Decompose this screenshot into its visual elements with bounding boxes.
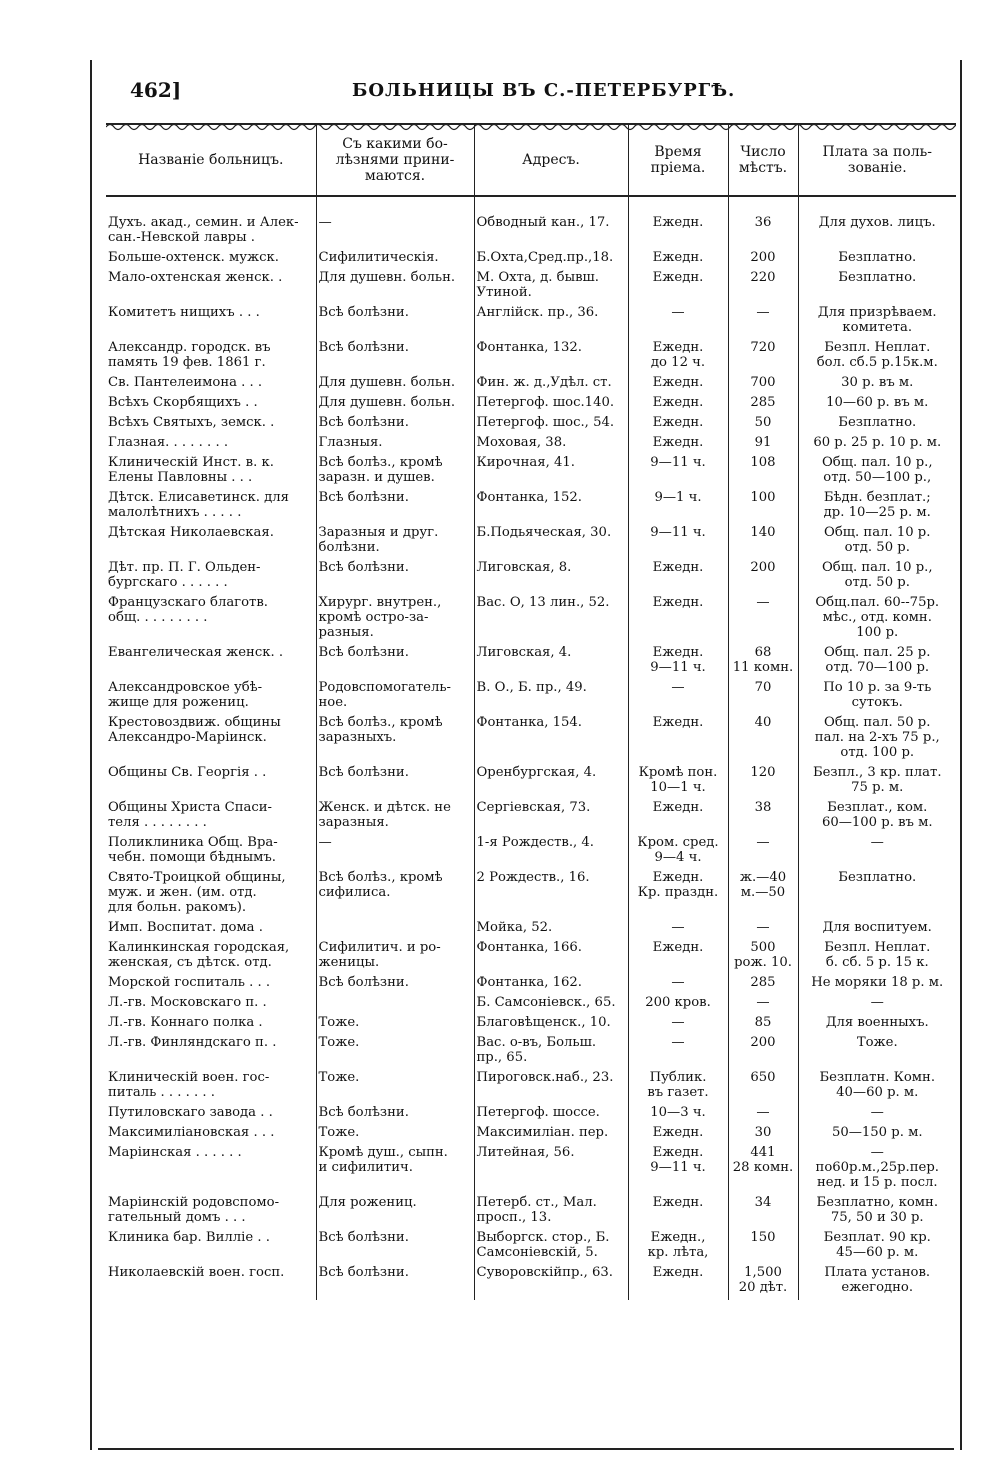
bed-count-cell: 150: [728, 1230, 798, 1265]
table-row: [106, 560, 956, 595]
address-cell: 1-я Рождеств., 4.: [474, 835, 628, 870]
diseases-cell: Женск. и дѣтск. не заразныя.: [316, 800, 474, 835]
reception-hours-cell: Ежедн.: [628, 435, 728, 455]
table-row: [106, 525, 956, 560]
table-row: [106, 1105, 956, 1125]
reception-hours-cell: Ежедн., кр. лѣта,: [628, 1230, 728, 1265]
reception-hours-cell: Ежедн.: [628, 270, 728, 305]
table-row: [106, 395, 956, 415]
diseases-cell: Для душевн. больн.: [316, 270, 474, 305]
hospital-name-cell: Калинкинская городская, женская, съ дѣтск. отд.: [108, 940, 290, 970]
reception-hours-cell: Ежедн. 9—11 ч.: [628, 1145, 728, 1195]
bed-count-cell: 285: [728, 395, 798, 415]
hospital-name-cell: Всѣхъ Святыхъ, земск. .: [108, 415, 275, 430]
address-cell: Сергіевская, 73.: [474, 800, 628, 835]
table-row: [106, 415, 956, 435]
fee-cell: Безплатно.: [798, 270, 956, 305]
diseases-cell: —: [316, 215, 474, 250]
reception-hours-cell: Ежедн. до 12 ч.: [628, 340, 728, 375]
reception-hours-cell: —: [628, 1015, 728, 1035]
reception-hours-cell: Ежедн. 9—11 ч.: [628, 645, 728, 680]
bed-count-cell: 68 11 комн.: [728, 645, 798, 680]
fee-cell: Безплатно.: [798, 250, 956, 270]
fee-cell: Общ.пал. 60--75р. мѣс., отд. комн. 100 р.: [798, 595, 956, 645]
diseases-cell: Кромѣ душ., сыпн. и сифилитич.: [316, 1145, 474, 1195]
table-row: [106, 490, 956, 525]
reception-hours-cell: 9—11 ч.: [628, 455, 728, 490]
diseases-cell: Тоже.: [316, 1015, 474, 1035]
bed-count-cell: 441 28 комн.: [728, 1145, 798, 1195]
address-cell: Петергоф. шос., 54.: [474, 415, 628, 435]
col-header-fee: Плата за поль- зованіе.: [798, 124, 956, 196]
bed-count-cell: 34: [728, 1195, 798, 1230]
table-row: [106, 870, 956, 920]
reception-hours-cell: —: [628, 920, 728, 940]
fee-cell: —: [798, 835, 956, 870]
fee-cell: 30 р. въ м.: [798, 375, 956, 395]
hospital-name-cell: Дѣтск. Елисаветинск. для малолѣтнихъ . . . . .: [108, 490, 289, 520]
table-row: [106, 800, 956, 835]
fee-cell: — по60р.м.,25р.пер. нед. и 15 р. посл.: [798, 1145, 956, 1195]
address-cell: Фонтанка, 166.: [474, 940, 628, 975]
table-row: [106, 595, 956, 645]
address-cell: В. О., Б. пр., 49.: [474, 680, 628, 715]
address-cell: Литейная, 56.: [474, 1145, 628, 1195]
fee-cell: Плата установ. ежегодно.: [798, 1265, 956, 1300]
hospital-name-cell: Клиническій Инст. в. к. Елены Павловны . . .: [108, 455, 274, 485]
reception-hours-cell: 9—1 ч.: [628, 490, 728, 525]
address-cell: Б.Подьяческая, 30.: [474, 525, 628, 560]
diseases-cell: Глазныя.: [316, 435, 474, 455]
bed-count-cell: 500 рож. 10.: [728, 940, 798, 975]
bed-count-cell: 140: [728, 525, 798, 560]
diseases-cell: Всѣ болѣзни.: [316, 765, 474, 800]
table-row: [106, 715, 956, 765]
bed-count-cell: 91: [728, 435, 798, 455]
diseases-cell: Тоже.: [316, 1125, 474, 1145]
hospital-name-cell: Свято-Троицкой общины, муж. и жен. (им. отд. для больн. ракомъ).: [108, 870, 286, 915]
address-cell: Англійск. пр., 36.: [474, 305, 628, 340]
diseases-cell: [316, 920, 474, 940]
table-row: [106, 680, 956, 715]
bed-count-cell: 220: [728, 270, 798, 305]
col-header-hours: Время пріема.: [628, 124, 728, 196]
reception-hours-cell: 200 кров.: [628, 995, 728, 1015]
table-row: [106, 1035, 956, 1070]
page-number: 462]: [130, 78, 182, 102]
hospital-name-cell: Морской госпиталь . . .: [108, 975, 271, 990]
table-row: [106, 835, 956, 870]
fee-cell: Общ. пал. 10 р., отд. 50 р.: [798, 560, 956, 595]
fee-cell: Тоже.: [798, 1035, 956, 1070]
hospital-name-cell: Маріинская . . . . . .: [108, 1145, 242, 1160]
fee-cell: —: [798, 1105, 956, 1125]
address-cell: Фонтанка, 154.: [474, 715, 628, 765]
table-row: [106, 920, 956, 940]
hospital-name-cell: Александр. городск. въ память 19 фев. 1861 г.: [108, 340, 271, 370]
bed-count-cell: 1,500 20 дѣт.: [728, 1265, 798, 1300]
address-cell: Петергоф. шос.140.: [474, 395, 628, 415]
address-cell: Выборгск. стор., Б. Самсоніевскій, 5.: [474, 1230, 628, 1265]
diseases-cell: Всѣ болѣзни.: [316, 645, 474, 680]
diseases-cell: Всѣ болѣз., кромѣ сифилиса.: [316, 870, 474, 920]
fee-cell: Безплатн. Комн. 40—60 р. м.: [798, 1070, 956, 1105]
table-header-row: [106, 124, 956, 196]
bed-count-cell: —: [728, 995, 798, 1015]
address-cell: Вас. о-въ, Больш. пр., 65.: [474, 1035, 628, 1070]
bed-count-cell: 650: [728, 1070, 798, 1105]
table-row: [106, 975, 956, 995]
diseases-cell: Тоже.: [316, 1035, 474, 1070]
diseases-cell: Всѣ болѣзни.: [316, 1230, 474, 1265]
reception-hours-cell: Ежедн. Кр. праздн.: [628, 870, 728, 920]
hospital-name-cell: Поликлиника Общ. Вра- чебн. помощи бѣднымъ.: [108, 835, 278, 865]
hospital-name-cell: Максимиліановская . . .: [108, 1125, 275, 1140]
address-cell: Лиговская, 8.: [474, 560, 628, 595]
reception-hours-cell: —: [628, 680, 728, 715]
col-header-diseases: Съ какими бо- лѣзнями прини- маются.: [316, 124, 474, 196]
fee-cell: 60 р. 25 р. 10 р. м.: [798, 435, 956, 455]
reception-hours-cell: Ежедн.: [628, 560, 728, 595]
reception-hours-cell: 9—11 ч.: [628, 525, 728, 560]
reception-hours-cell: Ежедн.: [628, 215, 728, 250]
fee-cell: Общ. пал. 25 р. отд. 70—100 р.: [798, 645, 956, 680]
col-header-beds: Число мѣстъ.: [728, 124, 798, 196]
hospital-name-cell: Маріинскій родовспомо- гательный домъ . . .: [108, 1195, 280, 1225]
page-frame: [90, 60, 962, 1450]
hospital-name-cell: Мало-охтенская женск. .: [108, 270, 283, 285]
hospital-name-cell: Всѣхъ Скорбящихъ . .: [108, 395, 258, 410]
bed-count-cell: 50: [728, 415, 798, 435]
address-cell: Лиговская, 4.: [474, 645, 628, 680]
reception-hours-cell: Ежедн.: [628, 1125, 728, 1145]
diseases-cell: Заразныя и друг. болѣзни.: [316, 525, 474, 560]
hospital-name-cell: Общины Св. Георгія . .: [108, 765, 267, 780]
table-row: [106, 1125, 956, 1145]
hospital-name-cell: Л.-гв. Коннаго полка .: [108, 1015, 263, 1030]
table-row: [106, 455, 956, 490]
fee-cell: Для воспитуем.: [798, 920, 956, 940]
address-cell: Фонтанка, 152.: [474, 490, 628, 525]
hospital-name-cell: Путиловскаго завода . .: [108, 1105, 273, 1120]
bed-count-cell: 85: [728, 1015, 798, 1035]
hospital-name-cell: Французскаго благотв. общ. . . . . . . . .: [108, 595, 268, 625]
diseases-cell: [316, 995, 474, 1015]
table-row: [106, 940, 956, 975]
table-row: [106, 1145, 956, 1195]
diseases-cell: Всѣ болѣзни.: [316, 975, 474, 995]
reception-hours-cell: —: [628, 1035, 728, 1070]
address-cell: Б.Охта,Сред.пр.,18.: [474, 250, 628, 270]
diseases-cell: Всѣ болѣз., кромѣ заразн. и душев.: [316, 455, 474, 490]
diseases-cell: Всѣ болѣзни.: [316, 560, 474, 595]
table-row: [106, 1070, 956, 1105]
col-header-name: Названіе больницъ.: [106, 124, 316, 196]
hospital-name-cell: Л.-гв. Московскаго п. .: [108, 995, 267, 1010]
hospital-name-cell: Дѣтская Николаевская.: [108, 525, 274, 540]
address-cell: Вас. О, 13 лин., 52.: [474, 595, 628, 645]
bed-count-cell: 120: [728, 765, 798, 800]
reception-hours-cell: —: [628, 975, 728, 995]
fee-cell: По 10 р. за 9-ть сутокъ.: [798, 680, 956, 715]
table-row: [106, 1015, 956, 1035]
address-cell: Обводный кан., 17.: [474, 215, 628, 250]
hospital-name-cell: Имп. Воспитат. дома .: [108, 920, 263, 935]
reception-hours-cell: Ежедн.: [628, 595, 728, 645]
fee-cell: Безплат., ком. 60—100 р. въ м.: [798, 800, 956, 835]
table-row: [106, 1265, 956, 1300]
table-row: [106, 645, 956, 680]
address-cell: Мойка, 52.: [474, 920, 628, 940]
fee-cell: Безпл. Неплат. б. сб. 5 р. 15 к.: [798, 940, 956, 975]
address-cell: Суворовскійпр., 63.: [474, 1265, 628, 1300]
diseases-cell: Всѣ болѣз., кромѣ заразныхъ.: [316, 715, 474, 765]
hospital-name-cell: Св. Пантелеимона . . .: [108, 375, 263, 390]
diseases-cell: —: [316, 835, 474, 870]
fee-cell: Не моряки 18 р. м.: [798, 975, 956, 995]
address-cell: Пироговск.наб., 23.: [474, 1070, 628, 1105]
table-row: [106, 1230, 956, 1265]
hospital-name-cell: Больше-охтенск. мужск.: [108, 250, 279, 265]
fee-cell: Безплатно.: [798, 870, 956, 920]
fee-cell: Для призрѣваем. комитета.: [798, 305, 956, 340]
table-row: [106, 375, 956, 395]
fee-cell: Безплатно, комн. 75, 50 и 30 р.: [798, 1195, 956, 1230]
fee-cell: —: [798, 995, 956, 1015]
table-row: [106, 305, 956, 340]
bed-count-cell: 38: [728, 800, 798, 835]
hospital-name-cell: Комитетъ нищихъ . . .: [108, 305, 260, 320]
fee-cell: Безпл. Неплат. бол. сб.5 р.15к.м.: [798, 340, 956, 375]
diseases-cell: Всѣ болѣзни.: [316, 1265, 474, 1300]
bed-count-cell: 100: [728, 490, 798, 525]
table-row: [106, 215, 956, 250]
page-header: [92, 78, 960, 118]
reception-hours-cell: Ежедн.: [628, 940, 728, 975]
address-cell: Б. Самсоніевск., 65.: [474, 995, 628, 1015]
hospital-name-cell: Духъ. акад., семин. и Алек- сан.-Невской лавры .: [108, 215, 299, 245]
reception-hours-cell: Ежедн.: [628, 375, 728, 395]
diseases-cell: Всѣ болѣзни.: [316, 415, 474, 435]
diseases-cell: Всѣ болѣзни.: [316, 340, 474, 375]
table-row: [106, 270, 956, 305]
reception-hours-cell: Кромѣ пон. 10—1 ч.: [628, 765, 728, 800]
hospital-name-cell: Клиническій воен. гос- питаль . . . . . . .: [108, 1070, 270, 1100]
fee-cell: Общ. пал. 10 р. отд. 50 р.: [798, 525, 956, 560]
bed-count-cell: 70: [728, 680, 798, 715]
fee-cell: Безпл., 3 кр. плат. 75 р. м.: [798, 765, 956, 800]
reception-hours-cell: Ежедн.: [628, 415, 728, 435]
fee-cell: Общ. пал. 50 р. пал. на 2-хъ 75 р., отд. 100 р.: [798, 715, 956, 765]
diseases-cell: Для душевн. больн.: [316, 395, 474, 415]
diseases-cell: Сифилитич. и ро- женицы.: [316, 940, 474, 975]
reception-hours-cell: Ежедн.: [628, 1195, 728, 1230]
diseases-cell: Всѣ болѣзни.: [316, 490, 474, 525]
fee-cell: 50—150 р. м.: [798, 1125, 956, 1145]
hospital-table: [106, 123, 956, 1300]
hospital-name-cell: Николаевскій воен. госп.: [108, 1265, 285, 1280]
reception-hours-cell: —: [628, 305, 728, 340]
diseases-cell: Тоже.: [316, 1070, 474, 1105]
address-cell: Моховая, 38.: [474, 435, 628, 455]
table-row: [106, 765, 956, 800]
bed-count-cell: 200: [728, 250, 798, 270]
fee-cell: Для военныхъ.: [798, 1015, 956, 1035]
bed-count-cell: —: [728, 305, 798, 340]
bed-count-cell: —: [728, 595, 798, 645]
diseases-cell: Всѣ болѣзни.: [316, 305, 474, 340]
bed-count-cell: 200: [728, 560, 798, 595]
table-row: [106, 250, 956, 270]
address-cell: 2 Рождеств., 16.: [474, 870, 628, 920]
col-header-address: Адресъ.: [474, 124, 628, 196]
bed-count-cell: —: [728, 920, 798, 940]
reception-hours-cell: Кром. сред. 9—4 ч.: [628, 835, 728, 870]
address-cell: Кирочная, 41.: [474, 455, 628, 490]
hospital-name-cell: Крестовоздвиж. общины Александро-Маріинск.: [108, 715, 281, 745]
diseases-cell: Родовспомогатель- ное.: [316, 680, 474, 715]
reception-hours-cell: Ежедн.: [628, 1265, 728, 1300]
table-row: [106, 995, 956, 1015]
address-cell: Оренбургская, 4.: [474, 765, 628, 800]
diseases-cell: Сифилитическія.: [316, 250, 474, 270]
table-body: [106, 196, 956, 1300]
reception-hours-cell: 10—3 ч.: [628, 1105, 728, 1125]
diseases-cell: Для рожениц.: [316, 1195, 474, 1230]
bed-count-cell: 36: [728, 215, 798, 250]
page-title: БОЛЬНИЦЫ ВЪ С.-ПЕТЕРБУРГѢ.: [352, 80, 736, 101]
address-cell: Фин. ж. д.,Удѣл. ст.: [474, 375, 628, 395]
bed-count-cell: 40: [728, 715, 798, 765]
reception-hours-cell: Ежедн.: [628, 395, 728, 415]
bed-count-cell: 108: [728, 455, 798, 490]
address-cell: Петерб. ст., Мал. просп., 13.: [474, 1195, 628, 1230]
fee-cell: Для духов. лицъ.: [798, 215, 956, 250]
reception-hours-cell: Публик. въ газет.: [628, 1070, 728, 1105]
address-cell: Петергоф. шоссе.: [474, 1105, 628, 1125]
bed-count-cell: 30: [728, 1125, 798, 1145]
bed-count-cell: 700: [728, 375, 798, 395]
table-row: [106, 340, 956, 375]
fee-cell: Бѣдн. безплат.; др. 10—25 р. м.: [798, 490, 956, 525]
bed-count-cell: —: [728, 835, 798, 870]
diseases-cell: Всѣ болѣзни.: [316, 1105, 474, 1125]
bed-count-cell: —: [728, 1105, 798, 1125]
fee-cell: Безплат. 90 кр. 45—60 р. м.: [798, 1230, 956, 1265]
fee-cell: 10—60 р. въ м.: [798, 395, 956, 415]
reception-hours-cell: Ежедн.: [628, 250, 728, 270]
reception-hours-cell: Ежедн.: [628, 715, 728, 765]
address-cell: Фонтанка, 162.: [474, 975, 628, 995]
bed-count-cell: 720: [728, 340, 798, 375]
bed-count-cell: 285: [728, 975, 798, 995]
hospital-name-cell: Евангелическая женск. .: [108, 645, 284, 660]
hospital-name-cell: Л.-гв. Финляндскаго п. .: [108, 1035, 277, 1050]
fee-cell: Общ. пал. 10 р., отд. 50—100 р.,: [798, 455, 956, 490]
address-cell: М. Охта, д. бывш. Утиной.: [474, 270, 628, 305]
diseases-cell: Хирург. внутрен., кромѣ остро-за- разныя.: [316, 595, 474, 645]
table-row: [106, 1195, 956, 1230]
hospital-name-cell: Глазная. . . . . . . .: [108, 435, 229, 450]
hospital-name-cell: Общины Христа Спаси- теля . . . . . . . .: [108, 800, 273, 830]
diseases-cell: Для душевн. больн.: [316, 375, 474, 395]
address-cell: Максимиліан. пер.: [474, 1125, 628, 1145]
address-cell: Благовѣщенск., 10.: [474, 1015, 628, 1035]
hospital-name-cell: Клиника бар. Вилліе . .: [108, 1230, 270, 1245]
address-cell: Фонтанка, 132.: [474, 340, 628, 375]
bed-count-cell: 200: [728, 1035, 798, 1070]
reception-hours-cell: Ежедн.: [628, 800, 728, 835]
hospital-name-cell: Александровское убѣ- жище для рожениц.: [108, 680, 263, 710]
hospital-name-cell: Дѣт. пр. П. Г. Ольден- бургскаго . . . . . .: [108, 560, 261, 590]
table-row: [106, 435, 956, 455]
bed-count-cell: ж.—40 м.—50: [728, 870, 798, 920]
fee-cell: Безплатно.: [798, 415, 956, 435]
